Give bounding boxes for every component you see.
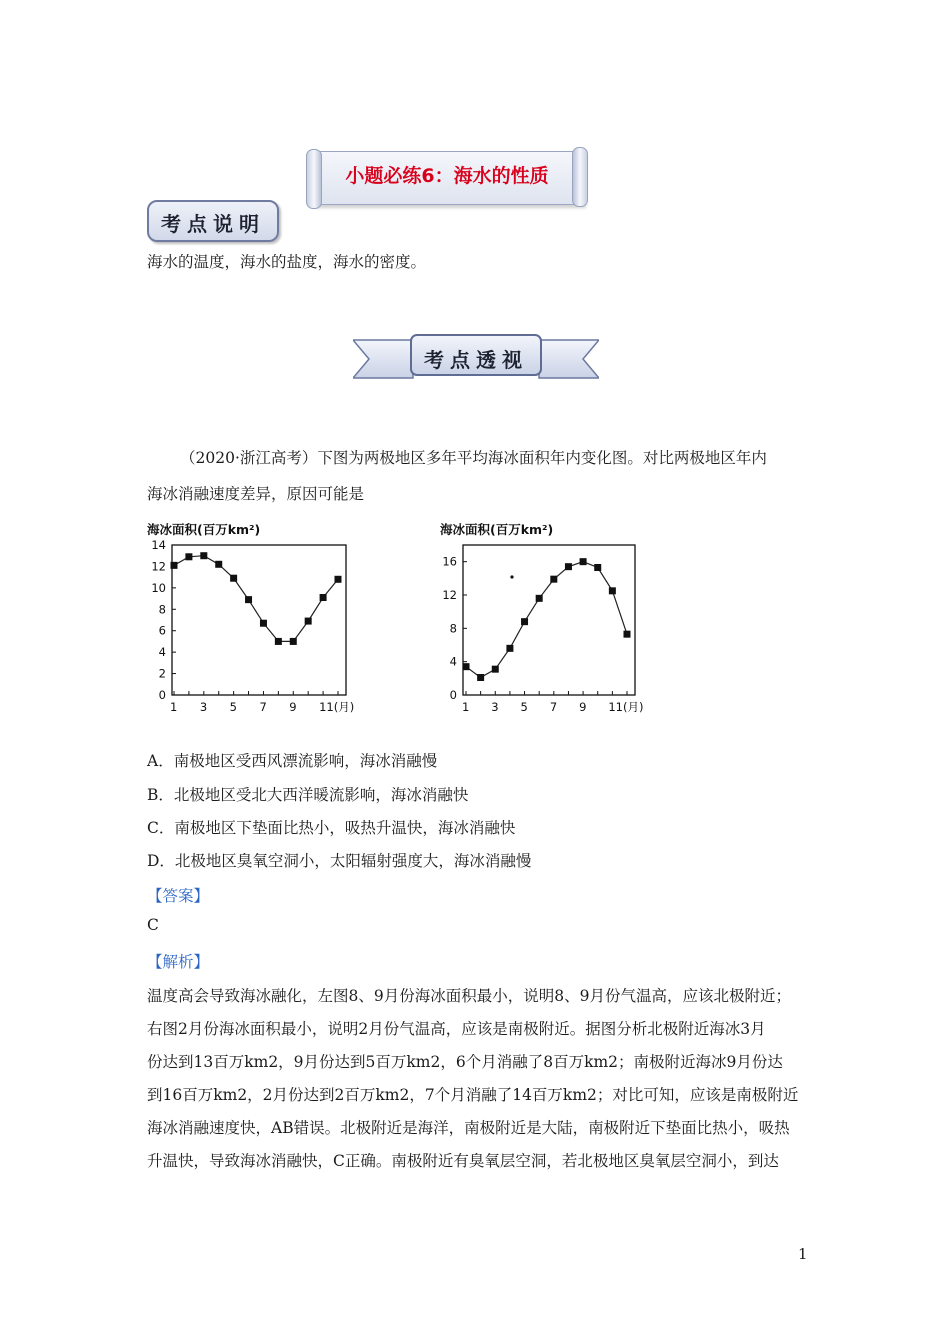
- ribbon-label: 考点透视: [424, 348, 528, 372]
- chart2-data-point: [521, 618, 528, 625]
- chart1-y-tick-label: 2: [158, 666, 166, 681]
- chart1-y-tick-label: 6: [158, 623, 166, 638]
- chart1-x-tick-label: 9: [289, 700, 297, 714]
- chart1-x-tick-label: 11(月): [319, 700, 355, 714]
- chart2-data-point: [580, 558, 587, 565]
- question-stem-line1: （2020·浙江高考）下图为两极地区多年平均海冰面积年内变化图。对比两极地区年内: [180, 449, 767, 467]
- chart2-y-tick-label: 8: [449, 621, 457, 636]
- chart2-stray-dot: [510, 575, 513, 578]
- chart1-data-point: [245, 596, 252, 603]
- chart1-y-tick-label: 0: [158, 688, 166, 702]
- explain-badge: [147, 200, 279, 242]
- analysis-body: [147, 980, 817, 1178]
- chart2-x-tick-label: 9: [579, 700, 587, 714]
- chart2-data-point: [609, 587, 616, 594]
- option-a: A．南极地区受西风漂流影响，海冰消融慢: [147, 752, 438, 770]
- chart1-y-tick-label: 10: [151, 580, 166, 595]
- chart1-title: 海冰面积(百万km²): [147, 522, 261, 537]
- chart2-data-point: [550, 576, 557, 583]
- chart1-y-tick-label: 12: [151, 559, 166, 574]
- chart2-data-point: [463, 663, 470, 670]
- chart1-data-point: [215, 561, 222, 568]
- chart2-data-point: [594, 564, 601, 571]
- chart2-y-tick-label: 12: [442, 588, 457, 602]
- page-number: 1: [798, 1245, 808, 1263]
- chart1-frame: [172, 545, 346, 695]
- option-d: D．北极地区臭氧空洞小，太阳辐射强度大，海冰消融慢: [147, 852, 532, 870]
- analysis-line: 升温快，导致海冰消融快，C正确。南极附近有臭氧层空洞，若北极地区臭氧层空洞小，到达: [147, 1152, 779, 1170]
- chart2-data-point: [477, 674, 484, 681]
- chart2-data-point: [624, 631, 631, 638]
- page-title: 小题必练6：海水的性质: [345, 165, 549, 187]
- insight-ribbon: [353, 334, 599, 382]
- chart2-data-point: [565, 563, 572, 570]
- chart1-y-tick-label: 14: [151, 538, 166, 552]
- analysis-line: 到16百万km2，2月份达到2百万km2，7个月消融了14百万km2；对比可知，应该是南极附近: [147, 1086, 799, 1104]
- analysis-label: 【解析】: [147, 953, 210, 971]
- answer-label: 【答案】: [147, 887, 210, 905]
- answer-value: C: [147, 916, 159, 934]
- chart1-data-point: [305, 618, 312, 625]
- chart2-x-tick-label: 11(月): [608, 700, 644, 714]
- chart2-title: 海冰面积(百万km²): [440, 522, 554, 537]
- chart1-data-point: [290, 638, 297, 645]
- chart2-series-line: [466, 562, 627, 678]
- option-c: C．南极地区下垫面比热小，吸热升温快，海冰消融快: [147, 819, 516, 837]
- chart1-data-point: [275, 638, 282, 645]
- chart1-x-tick-label: 7: [259, 700, 267, 714]
- chart2-y-tick-label: 4: [449, 654, 457, 669]
- ice-area-charts: [140, 515, 660, 720]
- question-stem-line2: 海冰消融速度差异，原因可能是: [147, 485, 365, 503]
- chart2-y-tick-label: 0: [449, 688, 457, 702]
- chart1-data-point: [260, 620, 267, 627]
- chart2-x-tick-label: 7: [549, 700, 558, 714]
- chart1-x-tick-label: 3: [199, 700, 208, 714]
- chart2-data-point: [536, 595, 543, 602]
- title-banner: [306, 147, 588, 209]
- chart1-y-tick-label: 4: [158, 645, 166, 660]
- chart1-data-point: [335, 576, 342, 583]
- chart2-y-tick-label: 16: [442, 554, 457, 569]
- chart1-data-point: [171, 562, 178, 569]
- chart2-data-point: [492, 666, 499, 673]
- chart2-x-tick-label: 5: [520, 700, 528, 714]
- analysis-line: 温度高会导致海冰融化，左图8、9月份海冰面积最小，说明8、9月份气温高，应该北极附近；: [147, 987, 791, 1005]
- intro-text: 海水的温度，海水的盐度，海水的密度。: [147, 253, 427, 271]
- badge-label: 考点说明: [161, 212, 265, 236]
- analysis-line: 海冰消融速度快，AB错误。北极附近是海洋，南极附近是大陆，南极附近下垫面比热小，吸热: [147, 1119, 790, 1137]
- chart1-x-tick-label: 1: [170, 700, 178, 714]
- chart1-x-tick-label: 5: [229, 700, 237, 714]
- chart1-y-tick-label: 8: [158, 602, 166, 617]
- chart1-data-point: [230, 575, 237, 582]
- chart1-series-line: [174, 556, 338, 642]
- chart1-data-point: [320, 594, 327, 601]
- analysis-line: 份达到13百万km2，9月份达到5百万km2，6个月消融了8百万km2；南极附近海冰9月份达: [147, 1053, 783, 1071]
- analysis-line: 右图2月份海冰面积最小，说明2月份气温高，应该是南极附近。据图分析北极附近海冰3月: [147, 1020, 766, 1038]
- chart2-data-point: [506, 645, 513, 652]
- chart1-data-point: [200, 552, 207, 559]
- option-b: B．北极地区受北大西洋暖流影响，海冰消融快: [147, 786, 469, 804]
- chart2-x-tick-label: 3: [491, 700, 499, 714]
- chart2-x-tick-label: 1: [462, 700, 470, 714]
- chart1-data-point: [185, 553, 192, 560]
